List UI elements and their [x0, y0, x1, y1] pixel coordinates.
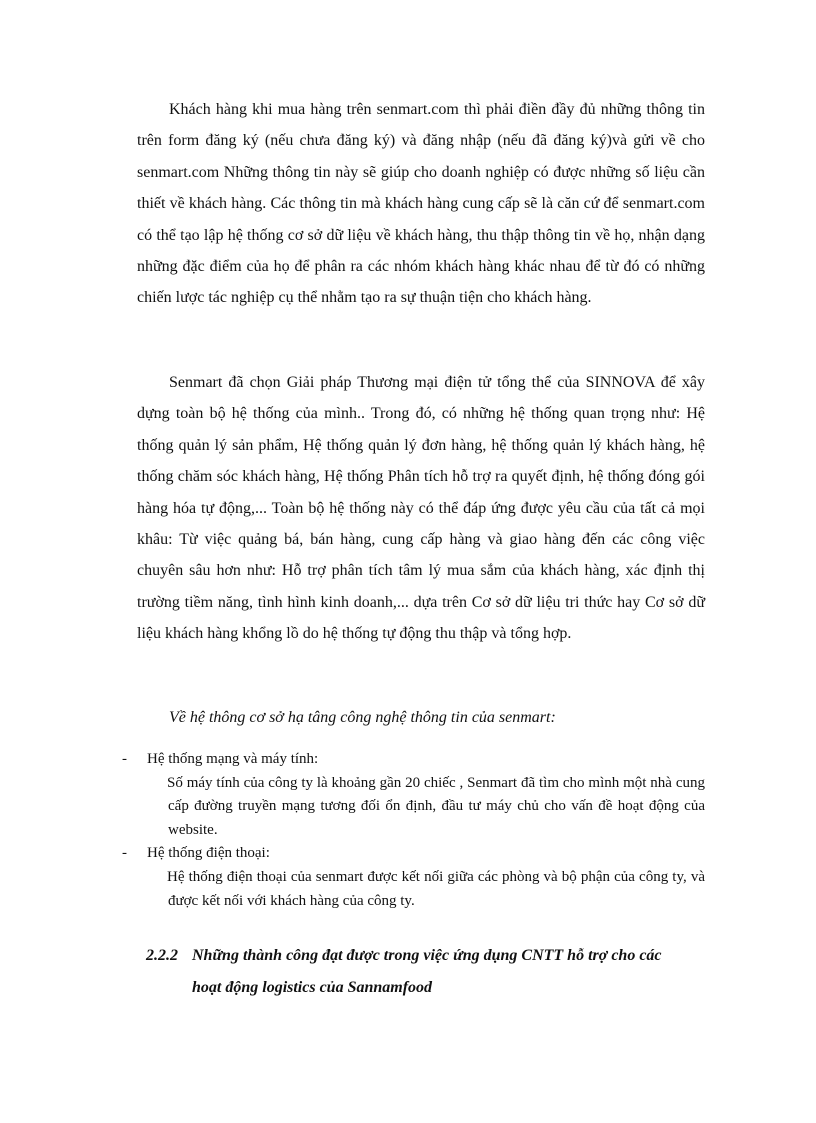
- list-item: [122, 748, 705, 842]
- subheading-it-infrastructure: Về hệ thông cơ sở hạ tâng công nghệ thông tin của senmart:: [169, 709, 556, 726]
- section-number: 2.2.2: [146, 947, 178, 964]
- list-dash: -: [122, 845, 127, 862]
- infrastructure-list: [122, 748, 705, 913]
- list-item: [122, 842, 705, 913]
- list-item-body: Hệ thống điện thoại của senmart được kết nối giữa các phòng và bộ phận của công ty, và được kết nối với khách hàng của công ty.: [167, 868, 705, 909]
- list-item-title: Hệ thống mạng và máy tính:: [147, 751, 319, 767]
- section-heading: [146, 940, 712, 1004]
- list-item-title: Hệ thống điện thoại:: [147, 845, 270, 862]
- paragraph-sinnova-solution: Senmart đã chọn Giải pháp Thương mại điện tử tổng thể của SINNOVA để xây dựng toàn bộ hệ thống của mình.. Trong đó, có những hệ thống quan trọng như: Hệ thống quản lý sản phẩm, Hệ thống quản lý đơn hàng, hệ thống quản lý khách hàng, hệ thống chăm sóc khách hàng, Hệ thống Phân tích hỗ trợ ra quyết định, hệ thống đóng gói hàng hóa tự động,... Toàn bộ hệ thống này có thể đáp ứng được yêu cầu của tất cả mọi khâu: Từ việc quảng bá, bán hàng, cung cấp hàng và giao hàng đến các công việc chuyên sâu hơn như: Hỗ trợ phân tích tâm lý mua sắm của khách hàng, xác định thị trường tiềm năng, tình hình kinh doanh,... dựa trên Cơ sở dữ liệu tri thức hay Cơ sở dữ liệu khách hàng khổng lồ do hệ thống tự động thu thập và tổng hợp.: [137, 374, 705, 643]
- section-title-line2: hoạt động logistics của Sannamfood: [192, 979, 433, 996]
- list-dash: -: [122, 751, 127, 767]
- paragraph-customer-info: Khách hàng khi mua hàng trên senmart.com thì phải điền đầy đủ những thông tin trên form đăng ký (nếu chưa đăng ký) và đăng nhập (nếu đã đăng ký)và gửi về cho senmart.com Những thông tin này sẽ giúp cho doanh nghiệp có được những số liệu cần thiết về khách hàng. Các thông tin mà khách hàng cung cấp sẽ là căn cứ để senmart.com có thể tạo lập hệ thống cơ sở dữ liệu về khách hàng, thu thập thông tin về họ, nhận dạng những đặc điểm của họ để phân ra các nhóm khách hàng khác nhau để từ đó có những chiến lược tác nghiệp cụ thể nhằm tạo ra sự thuận tiện cho khách hàng.: [137, 101, 705, 307]
- list-item-body: Số máy tính của công ty là khoảng gần 20 chiếc , Senmart đã tìm cho mình một nhà cung cấp đường truyền mạng tương đối ổn định, đầu tư máy chủ cho vấn đề hoạt động của website.: [167, 774, 705, 838]
- section-title-line1: Những thành công đạt được trong việc ứng dụng CNTT hỗ trợ cho các: [192, 947, 662, 964]
